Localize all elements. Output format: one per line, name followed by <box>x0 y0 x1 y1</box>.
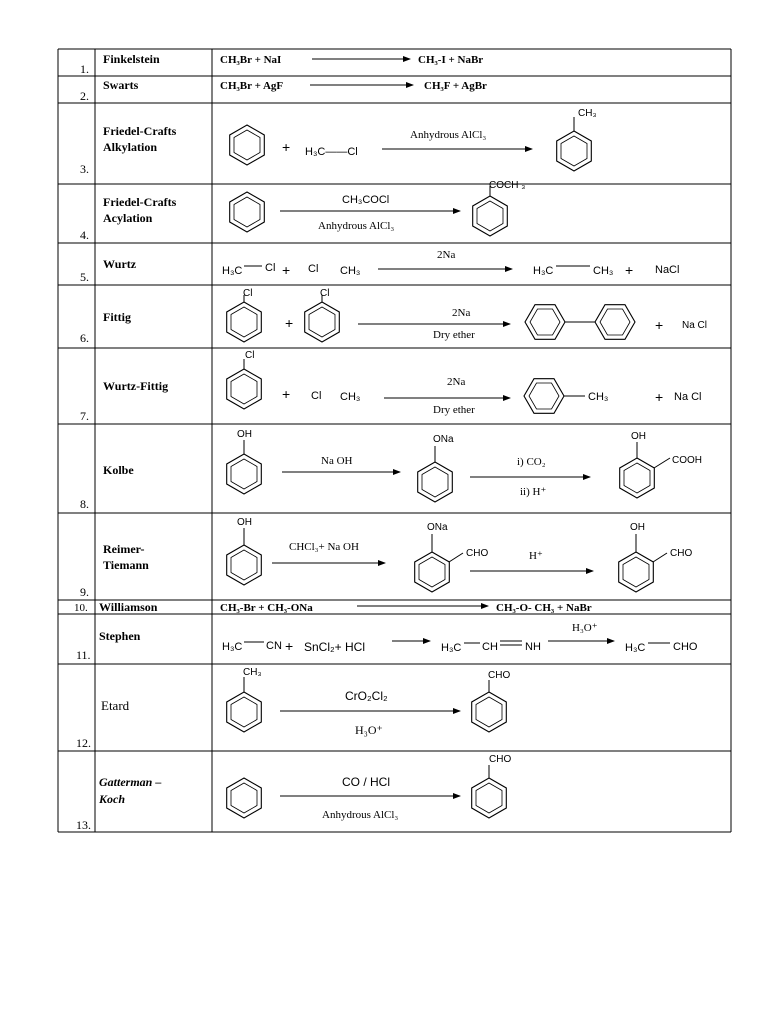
reactants: CH₃Br + AgF <box>220 80 284 92</box>
row-number: 5. <box>80 270 89 284</box>
arrow-reagent: CH₃COCl <box>342 194 390 206</box>
toluene-ring-icon <box>227 692 262 732</box>
arrow-reagent: CO / HCl <box>342 775 390 789</box>
substituent: CHO <box>488 670 511 681</box>
formula-part: Cl <box>308 263 319 275</box>
reaction-name: Fittig <box>103 310 131 324</box>
substituent: COCH ₃ <box>489 180 526 191</box>
row-number: 1. <box>80 62 89 76</box>
arrow-condition: Dry ether <box>433 404 475 416</box>
reaction-name: Kolbe <box>103 463 134 477</box>
reaction-name-line1: Gatterman – <box>99 775 162 789</box>
reagent: H₃C——Cl <box>305 146 358 158</box>
row-number: 6. <box>80 331 89 345</box>
biphenyl-ring-icon <box>595 305 635 340</box>
row-number: 13. <box>76 818 91 832</box>
row-gatterman-koch <box>76 754 511 832</box>
arrow-reagent: CHCl₃+ Na OH <box>289 541 359 553</box>
arrow-condition: ii) H⁺ <box>520 486 547 498</box>
formula-part: H₃C <box>441 642 462 654</box>
reaction-name-line1: Reimer- <box>103 542 145 556</box>
substituent: CH₃ <box>588 391 609 403</box>
row-number: 3. <box>80 162 89 176</box>
substituent: CHO <box>489 754 512 765</box>
row-wurtz-fittig <box>80 350 702 423</box>
formula-part: Cl <box>265 262 276 274</box>
arrow-reagent: CrO₂Cl₂ <box>345 689 388 703</box>
phenol-ring-icon <box>227 545 262 585</box>
row-kolbe <box>80 429 702 511</box>
formula-part: NaCl <box>655 264 680 276</box>
plus-sign: + <box>655 389 664 405</box>
arrow-condition: Dry ether <box>433 329 475 341</box>
formula-part: CH₃ <box>340 265 361 277</box>
sodium-phenoxide-ring-icon <box>418 462 453 502</box>
substituent: Cl <box>245 350 255 361</box>
sodium-phenoxide-ring-icon <box>415 552 450 592</box>
reaction-name: Wurtz <box>103 257 137 271</box>
arrow-condition: Anhydrous AlCl₃ <box>322 809 399 821</box>
plus-sign: + <box>625 262 634 278</box>
formula-part: NH <box>525 641 541 653</box>
substituent: CH₃ <box>243 667 262 678</box>
row-wurtz <box>80 249 679 284</box>
row-stephen <box>76 622 698 662</box>
biphenyl-ring-icon <box>525 305 565 340</box>
substituent: OH <box>630 522 645 533</box>
plus-sign: + <box>285 638 294 654</box>
arrow-reagent: Na OH <box>321 455 353 467</box>
row-number: 4. <box>80 228 89 242</box>
formula-part: H₃C <box>222 641 243 653</box>
products: CH₃-O- CH₃ + NaBr <box>496 602 592 614</box>
row-etard <box>76 667 510 750</box>
substituent: OH <box>631 431 646 442</box>
row-number: 2. <box>80 89 89 103</box>
plus-sign: + <box>282 386 291 402</box>
toluene-ring-icon <box>557 131 592 171</box>
products: CH₃F + AgBr <box>424 80 487 92</box>
formula-part: H₃C <box>625 642 646 654</box>
plus-sign: + <box>282 262 291 278</box>
reaction-name-line2: Alkylation <box>103 140 158 154</box>
row-swarts <box>80 78 487 103</box>
substituent: Cl <box>243 288 253 299</box>
reaction-name-line2: Acylation <box>103 211 153 225</box>
reaction-name: Swarts <box>103 78 139 92</box>
arrow-condition: H₃O⁺ <box>355 723 383 737</box>
row-reimer-tiemann <box>80 517 692 599</box>
row-number: 10. <box>74 602 88 614</box>
substituent: CHO <box>670 548 693 559</box>
benzene-ring-icon <box>230 125 265 165</box>
salicylaldehyde-ring-icon <box>619 552 654 592</box>
arrow-reagent: H⁺ <box>529 550 543 562</box>
benzene-ring-icon <box>230 192 265 232</box>
substituent: ONa <box>433 434 454 445</box>
reaction-name: Stephen <box>99 629 141 643</box>
row-number: 9. <box>80 585 89 599</box>
substituent: OH <box>237 429 252 440</box>
formula-part: CH <box>482 641 498 653</box>
phenol-ring-icon <box>227 454 262 494</box>
products: CH₃-I + NaBr <box>418 54 484 66</box>
benzaldehyde-ring-icon <box>472 778 507 818</box>
row-williamson <box>74 600 592 614</box>
reactants: CH₃Br + NaI <box>220 54 282 66</box>
substituent: CHO <box>466 548 489 559</box>
plus-sign: + <box>285 315 294 331</box>
formula-part: CHO <box>673 641 698 653</box>
chlorobenzene-ring-icon <box>227 302 262 342</box>
row-friedel-crafts-alkylation <box>80 108 597 176</box>
arrow-condition: Anhydrous AlCl₃ <box>318 220 395 232</box>
formula-part: H₃C <box>533 265 554 277</box>
reaction-name-line2: Koch <box>99 792 126 806</box>
plus-sign: + <box>655 317 664 333</box>
row-fittig <box>80 288 707 345</box>
substituent: Cl <box>320 288 330 299</box>
reaction-name-line2: Tiemann <box>103 558 149 572</box>
reagent: SnCl₂+ HCl <box>304 640 366 654</box>
arrow-condition: H₃O⁺ <box>572 622 598 634</box>
arrow-reagent: 2Na <box>447 376 466 388</box>
reaction-name: Etard <box>101 698 130 713</box>
arrow-reagent: i) CO₂ <box>517 456 546 468</box>
arrow-condition: Anhydrous AlCl₃ <box>410 129 487 141</box>
reaction-name: Wurtz-Fittig <box>103 379 169 393</box>
row-number: 7. <box>80 409 89 423</box>
row-number: 8. <box>80 497 89 511</box>
reaction-name: Williamson <box>99 600 158 614</box>
row-number: 11. <box>76 648 91 662</box>
toluene-ring-icon <box>524 379 564 414</box>
reaction-name-line1: Friedel-Crafts <box>103 124 177 138</box>
arrow-condition: 2Na <box>437 249 456 261</box>
formula-part: H₃C <box>222 265 243 277</box>
reactants: CH₃-Br + CH₃-ONa <box>220 602 313 614</box>
salicylic-acid-ring-icon <box>620 458 655 498</box>
substituent: COOH <box>672 455 702 466</box>
row-number: 12. <box>76 736 91 750</box>
row-finkelstein <box>80 52 483 76</box>
benzaldehyde-ring-icon <box>472 692 507 732</box>
substituent: ONa <box>427 522 448 533</box>
byproduct: Na Cl <box>674 391 702 403</box>
formula-part: CH₃ <box>340 391 361 403</box>
benzene-ring-icon <box>227 778 262 818</box>
substituent: OH <box>237 517 252 528</box>
substituent: CH₃ <box>578 108 597 119</box>
formula-part: Cl <box>311 390 322 402</box>
chlorobenzene-ring-icon <box>305 302 340 342</box>
formula-part: CN <box>266 640 282 652</box>
chlorobenzene-ring-icon <box>227 369 262 409</box>
formula-part: CH₃ <box>593 265 614 277</box>
plus-sign: + <box>282 139 291 155</box>
reaction-name: Finkelstein <box>103 52 160 66</box>
byproduct: Na Cl <box>682 320 708 331</box>
reaction-name-line1: Friedel-Crafts <box>103 195 177 209</box>
arrow-reagent: 2Na <box>452 307 471 319</box>
acetophenone-ring-icon <box>473 196 508 236</box>
row-friedel-crafts-acylation <box>80 180 525 242</box>
